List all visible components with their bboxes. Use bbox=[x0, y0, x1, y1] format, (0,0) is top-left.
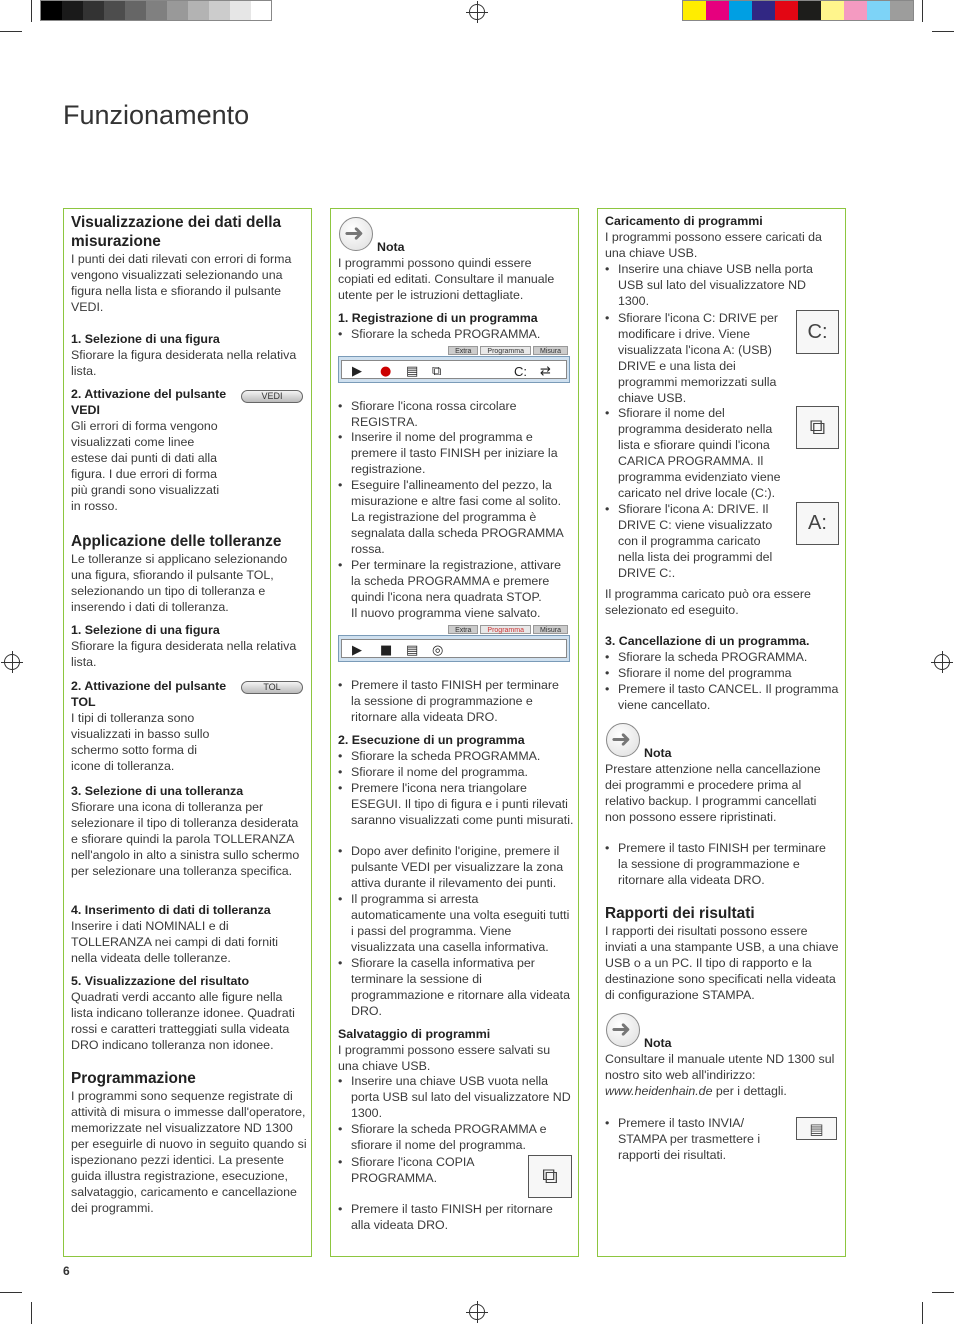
step-text: Sfiorare la figura desiderata nella relativa lista. bbox=[71, 639, 297, 669]
page-number: 6 bbox=[63, 1264, 70, 1278]
paragraph-rapporti: I rapporti dei risultati possono essere inviati a una stampante USB, a una chiave USB o a un PC. Il tipo di rapporto e la destinazione sono specificati nella videata di configurazione STAMPA. bbox=[605, 924, 839, 1002]
list-item: • Sfiorare l'icona C: DRIVE per modificare i drive. Viene visualizzata l'icona A: (USB) DRIVE e una lista dei programmi memorizzati sulla chiave USB. bbox=[605, 311, 779, 405]
list-icon[interactable]: ▤ bbox=[406, 364, 419, 379]
vedi-button[interactable]: VEDI bbox=[241, 390, 303, 403]
step-heading: 1. Selezione di una figura bbox=[71, 332, 220, 346]
copy-icon[interactable]: ⧉ bbox=[432, 364, 442, 379]
crop-mark bbox=[0, 31, 22, 32]
heading-visualizzazione: Visualizzazione dei dati della misurazione bbox=[71, 214, 282, 250]
record-icon[interactable]: ● bbox=[380, 364, 392, 379]
step-text: Sfiorare la figura desiderata nella relativa lista. bbox=[71, 348, 297, 378]
list-item: • Sfiorare l'icona A: DRIVE. Il DRIVE C: viene visualizzato con il programma caricato nella lista dei programmi del DRIVE C:. bbox=[605, 502, 773, 580]
tol-button[interactable]: TOL bbox=[241, 681, 303, 694]
step-text: I tipi di tolleranza sono visualizzati in basso sullo schermo sotto forma di icone di tolleranza. bbox=[71, 711, 210, 773]
drive-c-label[interactable]: C: bbox=[514, 364, 527, 379]
crop-mark bbox=[932, 1292, 954, 1293]
crop-mark bbox=[922, 1302, 923, 1324]
list-item: • Dopo aver definito l'origine, premere il pulsante VEDI per visualizzare la zona attiva durante il rilevamento dei punti. bbox=[338, 844, 564, 890]
list-item: • Il programma si arresta automaticamente una volta eseguiti tutti i passi del programma. Viene visualizzata una casella informativa. bbox=[338, 892, 570, 954]
crop-mark bbox=[31, 1302, 32, 1324]
paragraph-visualizzazione: I punti dei dati rilevati con errori di forma vengono visualizzati selezionando una figura nella lista e sfiorando il pulsante VEDI. bbox=[71, 252, 292, 314]
paragraph-programmazione: I programmi sono sequenze registrate di attività di misura o immesse dall'operatore, memorizzate nel visualizzatore ND 1300 per eseguirle di nuovo in seguito quando si ispezionano pezzi identici. La presente guida illustra registrazione, esecuzione, salvataggio, caricamento e cancellazione dei programmi. bbox=[71, 1089, 307, 1215]
note-text-tail: per i dettagli. bbox=[712, 1084, 787, 1098]
crop-mark bbox=[932, 31, 954, 32]
note-text: Prestare attenzione nella cancellazione dei programmi e procedere prima al relativo backup. I programmi cancellati non possono essere ripristinati. bbox=[605, 762, 821, 824]
note-label: Nota bbox=[644, 746, 672, 760]
list-item: • Eseguire l'allineamento del pezzo, la misurazione e altre fasi come al solito. La registrazione del programma è segnalata dalla scheda PROGRAMMA rossa. bbox=[338, 478, 564, 556]
registration-mark-icon bbox=[469, 1304, 485, 1320]
drive-swap-icon[interactable]: ⇄ bbox=[540, 364, 551, 379]
section-text: Il programma caricato può ora essere selezionato ed eseguito. bbox=[605, 587, 811, 617]
list-item: • Per terminare la registrazione, attivare la scheda PROGRAMMA e premere quindi l'icona nera quadrata STOP. Il nuovo programma viene salvato. bbox=[338, 558, 562, 620]
note-arrow-icon bbox=[606, 723, 640, 757]
list-item: • Inserire una chiave USB vuota nella porta USB sul lato del visualizzatore ND 1300. bbox=[338, 1074, 571, 1120]
tab-extra[interactable]: Extra bbox=[448, 625, 478, 634]
list-item: • Sfiorare la scheda PROGRAMMA. bbox=[338, 327, 541, 341]
step-heading: 4. Inserimento di dati di tolleranza bbox=[71, 903, 271, 917]
note-label: Nota bbox=[377, 240, 405, 254]
heidenhain-link[interactable]: www.heidenhain.de bbox=[605, 1084, 713, 1098]
process-color-bar bbox=[682, 0, 914, 21]
play-icon[interactable]: ▶ bbox=[352, 643, 362, 658]
step-heading: 2. Attivazione del pulsante TOL bbox=[71, 679, 227, 709]
section-text: I programmi possono essere caricati da una chiave USB. bbox=[605, 230, 822, 260]
heading-rapporti: Rapporti dei risultati bbox=[605, 905, 755, 922]
tab-programma[interactable]: Programma bbox=[480, 346, 531, 355]
step-heading: 1. Registrazione di un programma bbox=[338, 311, 538, 325]
page-title: Funzionamento bbox=[63, 100, 250, 130]
step-heading: 3. Selezione di una tolleranza bbox=[71, 784, 244, 798]
load-program-icon[interactable]: ⧉ bbox=[796, 406, 839, 449]
step-text: Quadrati verdi accanto alle figure nella lista indicano tolleranze idonee. Quadrati rossi e caratteri tratteggiati sulla videata DRO indicano tolleranza non idonee. bbox=[71, 990, 295, 1052]
heading-tolleranze: Applicazione delle tolleranze bbox=[71, 533, 282, 550]
list-item: • Inserire il nome del programma e premere il tasto FINISH per iniziare la registrazione. bbox=[338, 430, 558, 476]
print-icon[interactable]: ▤ bbox=[796, 1117, 837, 1140]
section-heading: Salvataggio di programmi bbox=[338, 1027, 491, 1041]
list-item: • Premere il tasto CANCEL. Il programma viene cancellato. bbox=[605, 682, 839, 712]
tab-programma[interactable]: Programma bbox=[480, 625, 531, 634]
section-text: I programmi possono essere salvati su una chiave USB. bbox=[338, 1043, 551, 1073]
tab-extra[interactable]: Extra bbox=[448, 346, 478, 355]
note-arrow-icon bbox=[606, 1013, 640, 1047]
note-label: Nota bbox=[644, 1036, 672, 1050]
step-heading: 1. Selezione di una figura bbox=[71, 623, 220, 637]
list-item: • Sfiorare l'icona COPIA PROGRAMMA. bbox=[338, 1155, 474, 1185]
step-heading: 2. Attivazione del pulsante VEDI bbox=[71, 387, 227, 417]
list-item: • Sfiorare il nome del programma desiderato nella lista e sfiorare quindi l'icona CARICA PROGRAMMA. Il programma evidenziato viene caricato nel drive locale (C:). bbox=[605, 406, 781, 500]
drive-c-icon[interactable]: C: bbox=[796, 310, 839, 354]
list-item: • Sfiorare la scheda PROGRAMMA. bbox=[338, 749, 541, 763]
step-heading: 3. Cancellazione di un programma. bbox=[605, 634, 810, 648]
list-item: • Sfiorare la scheda PROGRAMMA. bbox=[605, 650, 808, 664]
list-item: • Sfiorare il nome del programma bbox=[605, 666, 792, 680]
grayscale-color-bar bbox=[40, 0, 272, 21]
stop-icon[interactable]: ■ bbox=[380, 643, 393, 658]
note-text bbox=[605, 1051, 839, 1099]
list-item: • Sfiorare il nome del programma. bbox=[338, 765, 528, 779]
section-heading: Caricamento di programmi bbox=[605, 214, 763, 228]
crop-mark bbox=[31, 0, 32, 22]
registration-mark-icon bbox=[934, 654, 950, 670]
step-text: Sfiorare una icona di tolleranza per selezionare il tipo di tolleranza desiderata e sfiorare quindi la parola TOLLERANZA nell'angolo in alto a sinistra sullo schermo per selezionare una tolleranza specifica. bbox=[71, 800, 300, 878]
step-text: Inserire i dati NOMINALI e di TOLLERANZA nei campi di dati forniti nella videata delle tolleranze. bbox=[71, 919, 279, 965]
step-heading: 2. Esecuzione di un programma bbox=[338, 733, 525, 747]
registration-mark-icon bbox=[469, 4, 485, 20]
tab-misura[interactable]: Misura bbox=[533, 625, 568, 634]
list-item: • Sfiorare la scheda PROGRAMMA e sfiorare il nome del programma. bbox=[338, 1122, 547, 1152]
program-toolbar-record bbox=[338, 346, 570, 386]
note-text-start: Consultare il manuale utente ND 1300 sul nostro sito web all'indirizzo: bbox=[605, 1052, 835, 1082]
heading-programmazione: Programmazione bbox=[71, 1070, 196, 1087]
list-item: • Premere il tasto FINISH per ritornare alla videata DRO. bbox=[338, 1202, 553, 1232]
list-item: • Sfiorare la casella informativa per terminare la sessione di programmazione e ritornare alla videata DRO. bbox=[338, 956, 571, 1018]
list-item: • Inserire una chiave USB nella porta USB sul lato del visualizzatore ND 1300. bbox=[605, 262, 813, 308]
list-icon[interactable]: ▤ bbox=[406, 643, 419, 658]
note-text: I programmi possono quindi essere copiati ed editati. Consultare il manuale utente per le istruzioni dettagliate. bbox=[338, 256, 555, 302]
program-toolbar-stop bbox=[338, 625, 570, 665]
note-arrow-icon bbox=[339, 217, 373, 251]
list-item: • Premere il tasto FINISH per terminare la sessione di programmazione e ritornare alla videata DRO. bbox=[605, 841, 826, 887]
list-item: • Premere il tasto FINISH per terminare la sessione di programmazione e ritornare alla videata DRO. bbox=[338, 678, 559, 724]
step-text: Gli errori di forma vengono visualizzati come linee estese dai punti di dati alla figura. I due errori di forma più grandi sono visualizzati in rosso. bbox=[71, 419, 220, 513]
paragraph-tolleranze: Le tolleranze si applicano selezionando una figura, sfiorando il pulsante TOL, selezionando un tipo di tolleranza e inserendo i dati di tolleranza. bbox=[71, 552, 288, 614]
play-icon[interactable]: ▶ bbox=[352, 364, 362, 379]
crop-mark bbox=[0, 1292, 22, 1293]
step-heading: 5. Visualizzazione del risultato bbox=[71, 974, 250, 988]
message-icon[interactable]: ◎ bbox=[432, 643, 444, 658]
copy-program-icon[interactable]: ⧉ bbox=[528, 1155, 572, 1198]
drive-a-icon[interactable]: A: bbox=[796, 502, 839, 545]
list-item: • Premere l'icona nera triangolare ESEGUI. Il tipo di figura e i punti rilevati saranno visualizzati come punti misurati. bbox=[338, 781, 574, 827]
list-item: • Premere il tasto INVIA/ STAMPA per trasmettere i rapporti dei risultati. bbox=[605, 1116, 761, 1162]
registration-mark-icon bbox=[4, 654, 20, 670]
list-item: • Sfiorare l'icona rossa circolare REGISTRA. bbox=[338, 399, 517, 429]
tab-misura[interactable]: Misura bbox=[533, 346, 568, 355]
crop-mark bbox=[922, 0, 923, 22]
